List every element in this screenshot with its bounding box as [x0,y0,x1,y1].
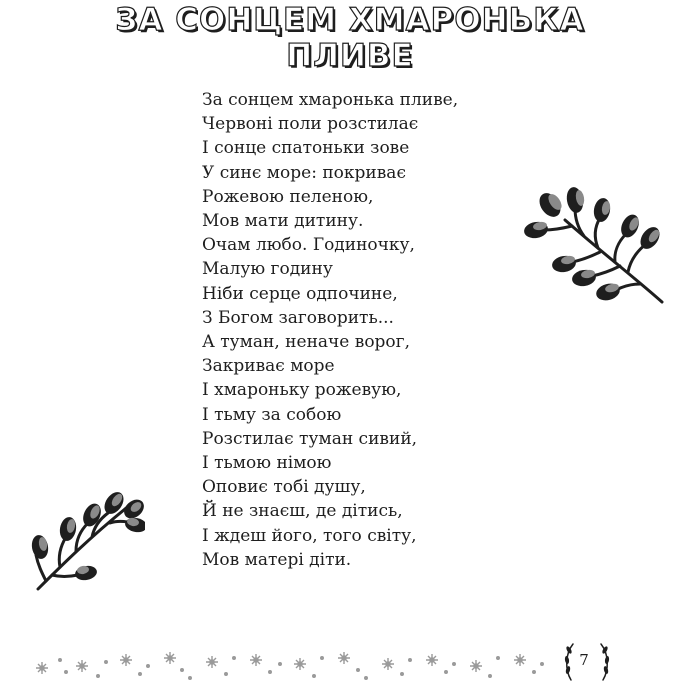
poem-title [0,2,700,74]
poem-line: Червоні поли розстилає [202,114,419,135]
poem-line: І тьмою німою [202,453,332,474]
poem-line: Розстилає туман сивий, [202,428,418,449]
poem-line: У синє море: покриває [202,162,406,183]
leafy-branch-icon [30,485,145,595]
poem-line: Мов матері діти. [202,549,352,570]
flower-garland-icon [30,640,565,690]
poem-line: Очам любо. Годиночку, [202,235,415,256]
poem-line: Рожевою пеленою, [202,186,374,207]
poem-line: Оповиє тобі душу, [202,477,366,498]
poem-line: Й не знаєш, де дітись, [202,501,403,522]
poem-line: І сонце спатоньки зове [202,138,410,159]
poem-title-line-1: ЗА СОНЦЕМ ХМАРОНЬКА [115,2,585,38]
poem-line: Ніби серце одпочине, [202,283,398,304]
poem-body [202,88,458,572]
poem-line: І хмароньку рожевую, [202,380,402,401]
poem-line: Мов мати дитину. [202,211,364,232]
poem-line: І тьму за собою [202,404,342,425]
poem-line: А туман, неначе ворог, [202,332,410,353]
poem-line: Закриває море [202,356,335,377]
poem-title-line-2: ПЛИВЕ [286,38,414,74]
poem-line: З Богом заговорить... [202,307,394,328]
leafy-branch-icon [520,180,670,310]
page-number: 7 [579,651,589,669]
poem-line: Малую годину [202,259,333,280]
poem-line: За сонцем хмаронька пливе, [202,90,459,110]
poem-line: І ждеш його, того світу, [202,525,417,546]
